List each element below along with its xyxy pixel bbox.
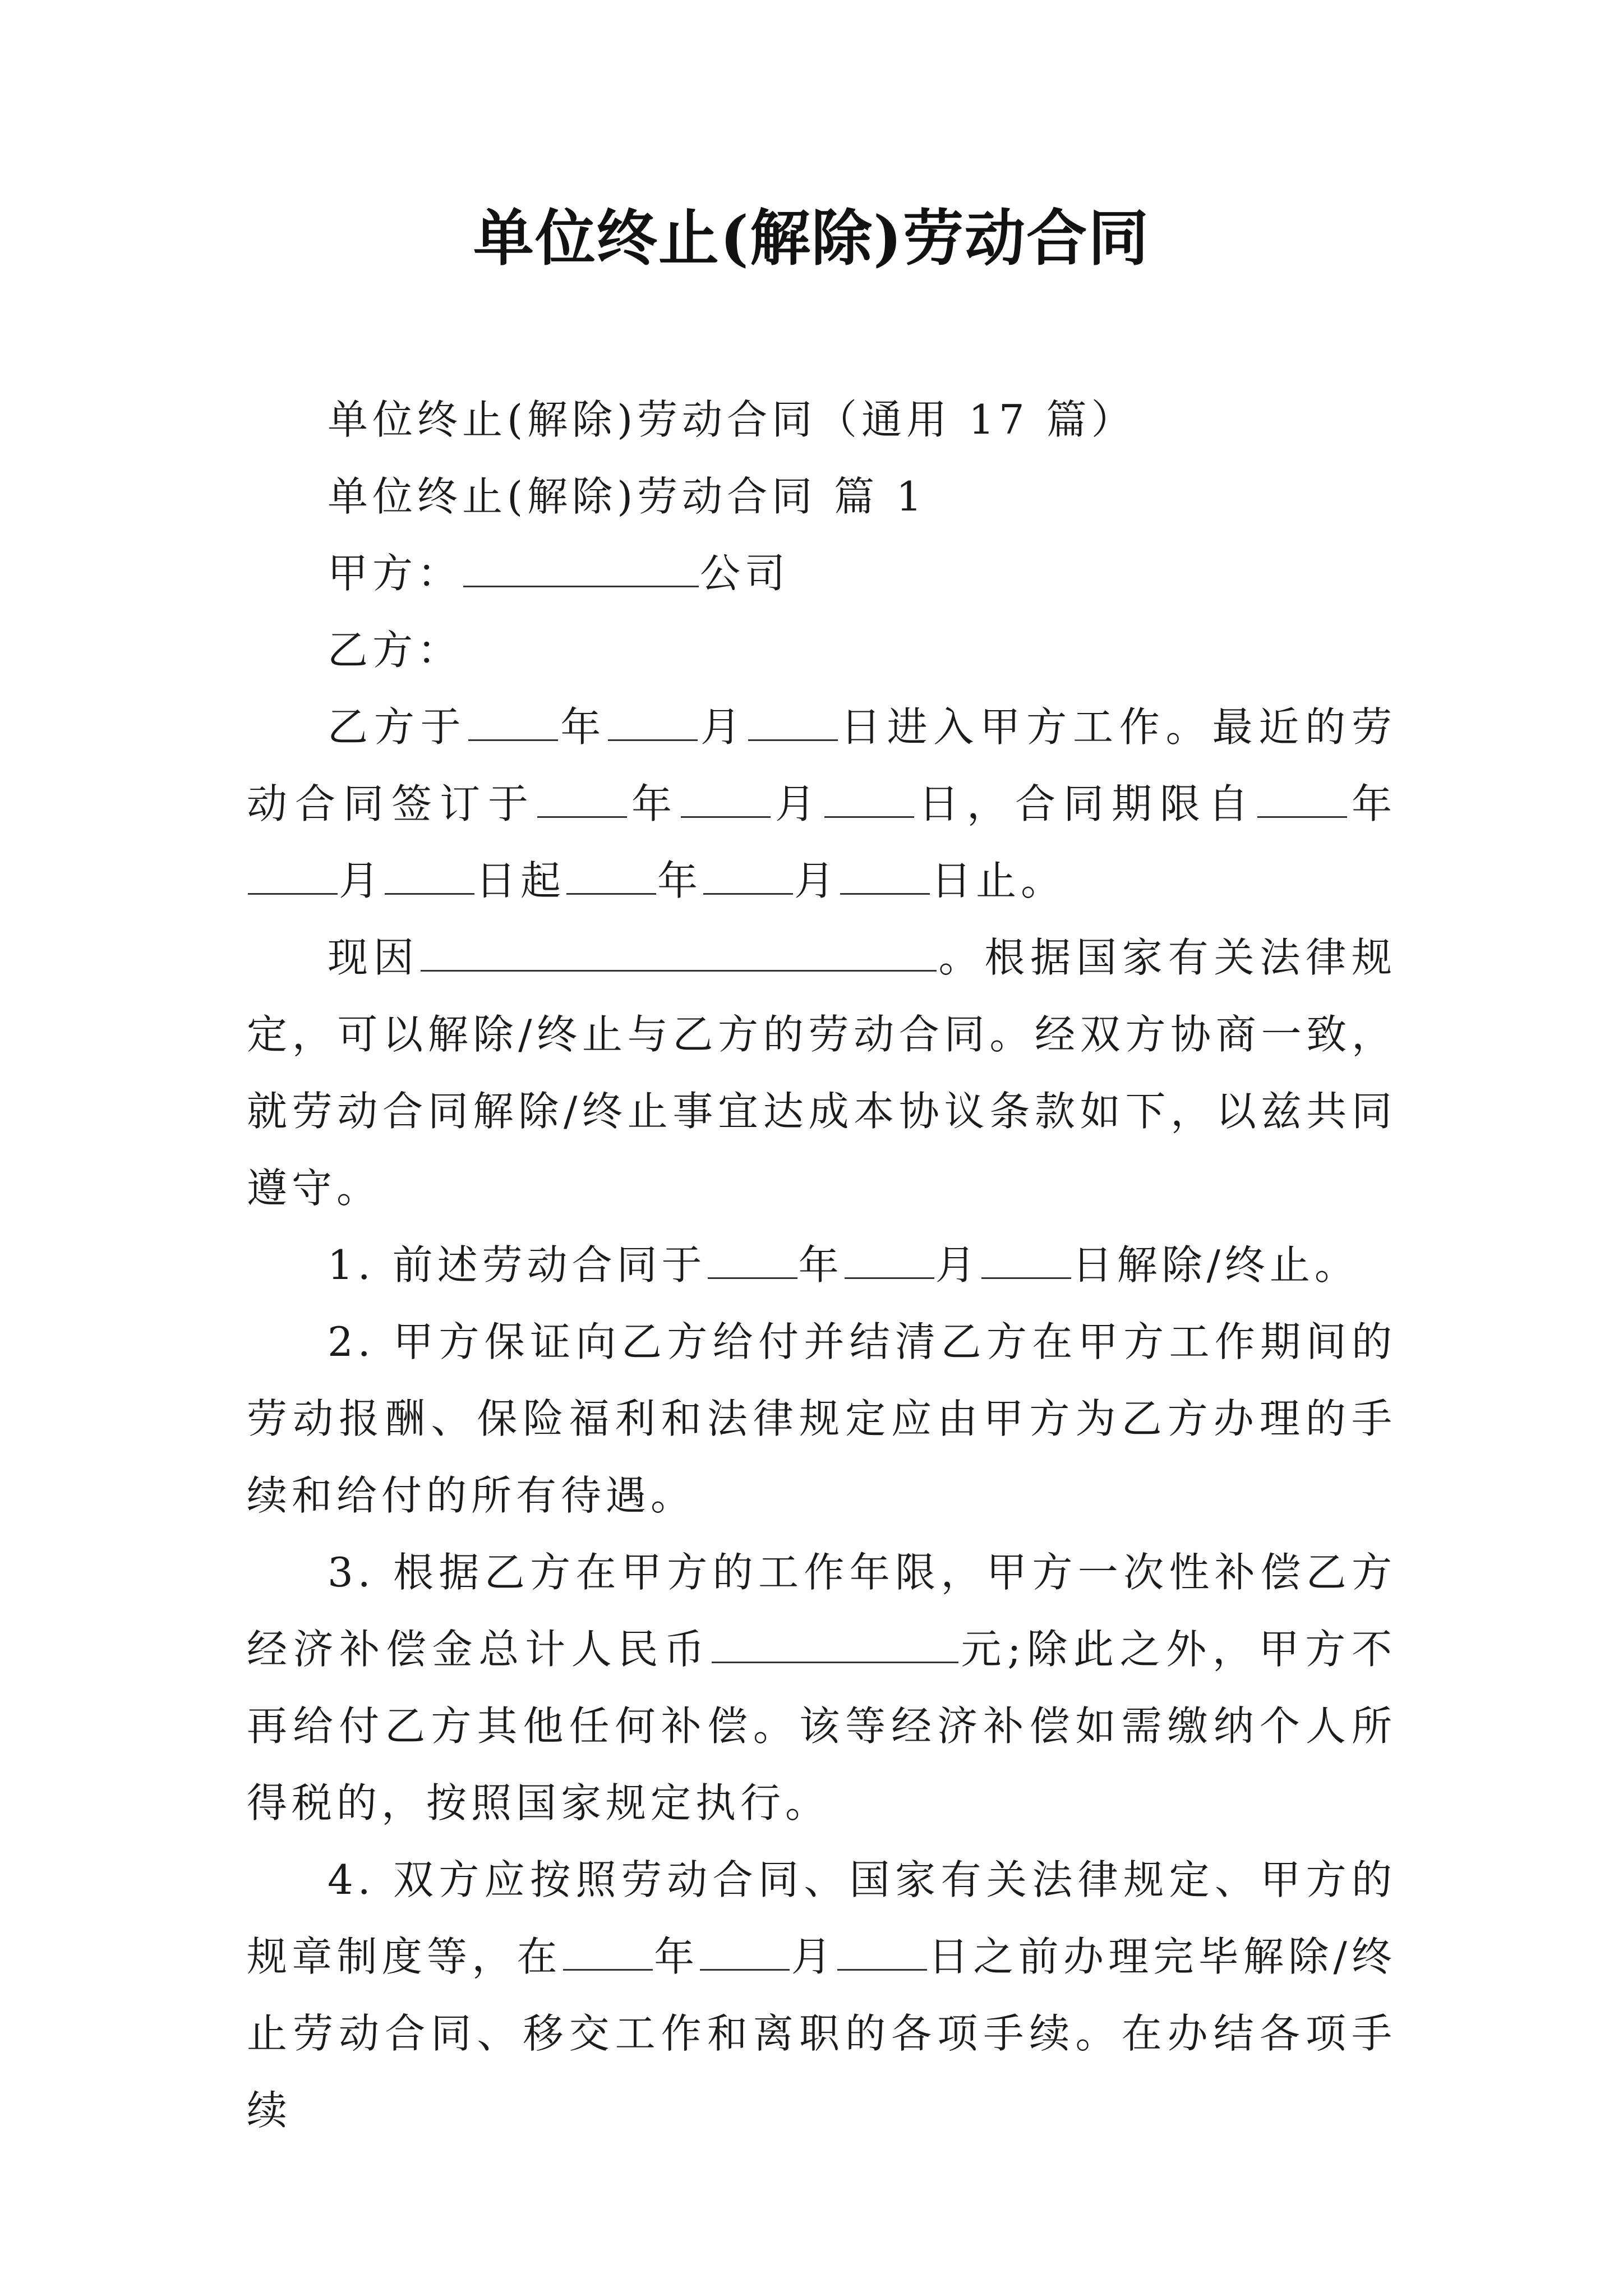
paragraph-text: 年 bbox=[798, 1241, 843, 1289]
paragraph-text: 1. 前述劳动合同于 bbox=[328, 1241, 707, 1289]
paragraph-text: 年 bbox=[653, 1933, 699, 1980]
paragraph-text: 年 bbox=[628, 780, 680, 827]
paragraph-text: 元;除此之外，甲方不再给付乙方其他任何补偿。该等经济补偿如需缴纳个人所得税的，按照国家规定执行。 bbox=[247, 1626, 1396, 1826]
reason-paragraph bbox=[247, 919, 1396, 1227]
paragraph-text: 月 bbox=[699, 703, 747, 751]
document-subtitle: 单位终止(解除)劳动合同（通用 17 篇） bbox=[328, 396, 1136, 443]
paragraph-text: 。根据国家有关法律规定，可以解除/终止与乙方的劳动合同。经双方协商一致，就劳动合同解除/终止事宜达成本协议条款如下，以兹共同遵守。 bbox=[247, 934, 1396, 1212]
paragraph-text: 月 bbox=[791, 1933, 836, 1980]
date-blank bbox=[837, 1935, 927, 1971]
section-heading: 单位终止(解除)劳动合同 篇 1 bbox=[328, 473, 926, 520]
paragraph-text: 日解除/终止。 bbox=[1072, 1241, 1359, 1289]
date-blank bbox=[248, 859, 338, 895]
party-b-line bbox=[247, 612, 1396, 689]
party-a-suffix: 公司 bbox=[700, 550, 790, 597]
paragraph-text: 年 bbox=[657, 857, 703, 904]
clause-4 bbox=[247, 1842, 1396, 2149]
employment-dates-paragraph bbox=[247, 689, 1396, 919]
date-blank bbox=[824, 783, 914, 818]
paragraph-text: 年 bbox=[559, 703, 607, 751]
paragraph-text: 月 bbox=[935, 1241, 980, 1289]
date-blank bbox=[566, 859, 656, 895]
date-blank bbox=[748, 706, 838, 741]
amount-blank bbox=[712, 1628, 958, 1663]
date-blank bbox=[981, 1244, 1071, 1279]
paragraph-text: 年 bbox=[1348, 780, 1396, 827]
party-a-line bbox=[247, 535, 1396, 612]
paragraph-text: 月 bbox=[794, 857, 840, 904]
date-blank bbox=[537, 783, 627, 818]
paragraph-text: 日之前办理完毕解除/终止劳动合同、移交工作和离职的各项手续。在办结各项手续 bbox=[247, 1933, 1396, 2134]
paragraph-text: 4. 双方应按照劳动合同、国家有关法律规定、甲方的规章制度等，在 bbox=[247, 1856, 1396, 1980]
paragraph-text: 3. 根据乙方在甲方的工作年限，甲方一次性补偿乙方经济补偿金总计人民币 bbox=[247, 1549, 1396, 1673]
date-blank bbox=[703, 859, 793, 895]
document-title: 单位终止(解除)劳动合同 bbox=[473, 203, 1150, 274]
reason-blank bbox=[421, 936, 937, 972]
date-blank bbox=[708, 1244, 797, 1279]
party-a-blank bbox=[463, 552, 699, 587]
clause-2: 2. 甲方保证向乙方给付并结清乙方在甲方工作期间的劳动报酬、保险福利和法律规定应由甲方为乙方办理的手续和给付的所有待遇。 bbox=[247, 1318, 1396, 1519]
date-blank bbox=[563, 1935, 653, 1971]
date-blank bbox=[845, 1244, 934, 1279]
date-blank bbox=[840, 859, 930, 895]
clause-3 bbox=[247, 1534, 1396, 1842]
paragraph-text: 现因 bbox=[328, 934, 419, 981]
paragraph-text: 日，合同期限自 bbox=[915, 780, 1256, 827]
date-blank bbox=[385, 859, 474, 895]
paragraph-text: 日起 bbox=[476, 857, 566, 904]
paragraph-text: 月 bbox=[339, 857, 384, 904]
clause-1 bbox=[247, 1227, 1396, 1304]
paragraph-text: 日止。 bbox=[931, 857, 1066, 904]
party-a-label: 甲方： bbox=[328, 550, 463, 597]
date-blank bbox=[700, 1935, 790, 1971]
party-b-label: 乙方： bbox=[328, 627, 463, 674]
paragraph-text: 月 bbox=[771, 780, 823, 827]
date-blank bbox=[608, 706, 698, 741]
date-blank bbox=[468, 706, 558, 741]
date-blank bbox=[1257, 783, 1347, 818]
paragraph-text: 乙方于 bbox=[328, 703, 467, 751]
date-blank bbox=[681, 783, 771, 818]
document-body bbox=[247, 381, 1396, 2149]
paragraph-text: 日进入甲方工作。最近的劳动合同签订于 bbox=[247, 703, 1396, 827]
